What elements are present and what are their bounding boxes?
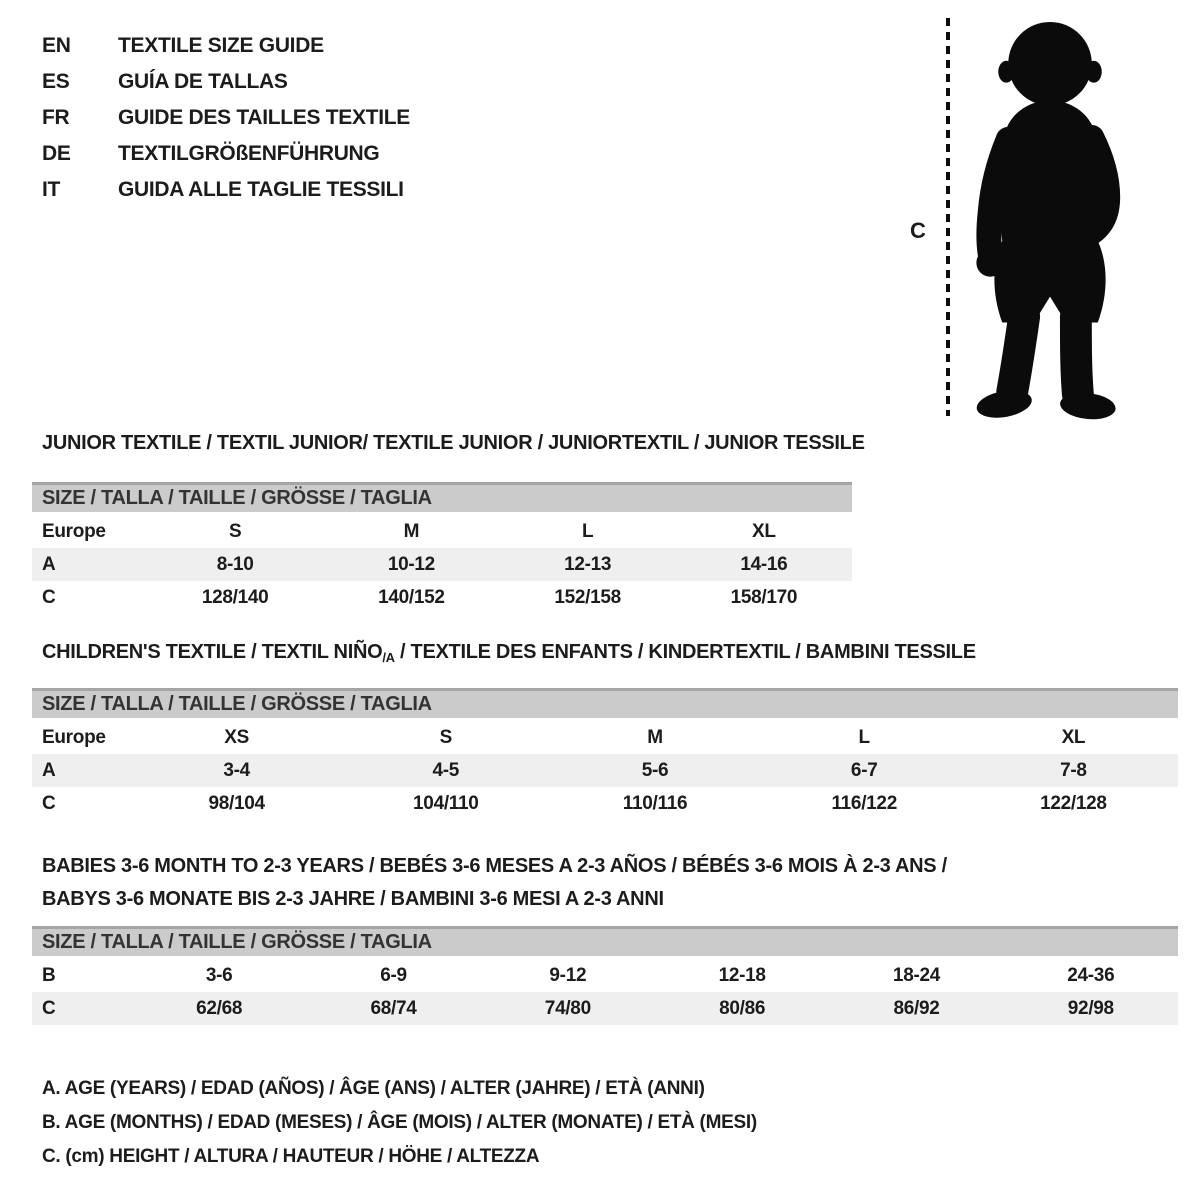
table-cell: L xyxy=(581,520,594,542)
table-row xyxy=(32,548,852,581)
children-heading-suffix: / TEXTILE DES ENFANTS / KINDERTEXTIL / BAMBINI TESSILE xyxy=(394,641,976,663)
babies-section-heading xyxy=(42,850,947,916)
table-row xyxy=(32,992,1178,1025)
table-cell: M xyxy=(647,726,663,748)
language-row xyxy=(42,136,410,172)
children-heading-subscript: /A xyxy=(382,650,395,665)
table-cell: 7-8 xyxy=(1060,759,1087,781)
table-cell: 74/80 xyxy=(544,997,591,1019)
table-cell: XS xyxy=(224,726,249,748)
table-cell: 6-9 xyxy=(380,964,407,986)
babies-size-table xyxy=(32,926,1178,1025)
table-cell: 12-13 xyxy=(564,553,612,575)
children-section-heading xyxy=(42,641,976,665)
table-cell: 116/122 xyxy=(831,792,897,814)
table-cell: XL xyxy=(1061,726,1086,748)
table-cell: 122/128 xyxy=(1040,792,1107,814)
row-label: Europe xyxy=(42,520,106,542)
table-cell: 80/86 xyxy=(719,997,766,1019)
language-row xyxy=(42,64,410,100)
language-code: DE xyxy=(42,142,71,165)
language-row xyxy=(42,28,410,64)
table-cell: M xyxy=(403,520,420,542)
table-cell: 10-12 xyxy=(387,553,435,575)
children-heading-prefix: CHILDREN'S TEXTILE / TEXTIL NIÑO xyxy=(42,641,383,663)
table-cell: 24-36 xyxy=(1067,964,1115,986)
table-cell: 14-16 xyxy=(740,553,788,575)
table-cell: 5-6 xyxy=(641,759,669,781)
row-label: A xyxy=(42,759,56,781)
table-row xyxy=(32,581,852,614)
table-row xyxy=(32,515,852,548)
table-cell: 158/170 xyxy=(730,586,798,608)
row-label: C xyxy=(42,792,56,814)
footnote: B. AGE (MONTHS) / EDAD (MESES) / ÂGE (MOIS) / ALTER (MONATE) / ETÀ (MESI) xyxy=(42,1112,757,1133)
baby-silhouette-icon xyxy=(962,12,1142,420)
children-size-table xyxy=(32,688,1178,820)
language-code: FR xyxy=(42,106,70,129)
table-cell: S xyxy=(439,726,452,748)
table-cell: 62/68 xyxy=(196,997,243,1019)
table-cell: 128/140 xyxy=(201,586,269,608)
language-code: EN xyxy=(42,34,71,57)
babies-heading-line2: BABYS 3-6 MONATE BIS 2-3 JAHRE / BAMBINI 3-6 MESI A 2-3 ANNI xyxy=(42,888,664,910)
size-header-band: SIZE / TALLA / TAILLE / GRÖSSE / TAGLIA xyxy=(32,482,852,512)
table-cell: 12-18 xyxy=(718,964,766,986)
measure-c-label: C xyxy=(910,218,926,243)
table-row xyxy=(32,721,1178,754)
row-label: A xyxy=(42,553,56,575)
footnote: C. (cm) HEIGHT / ALTURA / HAUTEUR / HÖHE / ALTEZZA xyxy=(42,1146,540,1167)
babies-heading-line1: BABIES 3-6 MONTH TO 2-3 YEARS / BEBÉS 3-6 MESES A 2-3 AÑOS / BÉBÉS 3-6 MOIS À 2-3 ANS / xyxy=(42,855,947,877)
table-cell: 3-6 xyxy=(205,964,233,986)
table-row xyxy=(32,754,1178,787)
language-row xyxy=(42,172,410,208)
language-code: IT xyxy=(42,178,61,201)
junior-size-table xyxy=(32,482,852,614)
table-cell: L xyxy=(858,726,870,748)
language-list xyxy=(42,28,410,208)
row-label: B xyxy=(42,964,56,986)
language-row xyxy=(42,100,410,136)
table-cell: 152/158 xyxy=(554,586,621,608)
table-cell: 4-5 xyxy=(432,759,460,781)
table-row xyxy=(32,787,1178,820)
size-header-band: SIZE / TALLA / TAILLE / GRÖSSE / TAGLIA xyxy=(32,926,1178,956)
row-label: C xyxy=(42,586,56,608)
language-title: TEXTILE SIZE GUIDE xyxy=(118,34,324,57)
footnote: A. AGE (YEARS) / EDAD (AÑOS) / ÂGE (ANS) / ALTER (JAHRE) / ETÀ (ANNI) xyxy=(42,1078,705,1099)
table-cell: 6-7 xyxy=(850,759,878,781)
language-title: GUIDE DES TAILLES TEXTILE xyxy=(118,106,410,129)
size-header-band: SIZE / TALLA / TAILLE / GRÖSSE / TAGLIA xyxy=(32,688,1178,718)
table-cell: 68/74 xyxy=(370,997,417,1019)
language-title: GUÍA DE TALLAS xyxy=(118,70,288,93)
language-title: TEXTILGRÖßENFÜHRUNG xyxy=(118,142,380,165)
table-cell: 3-4 xyxy=(223,759,250,781)
table-cell: 110/116 xyxy=(622,792,688,814)
language-title: GUIDA ALLE TAGLIE TESSILI xyxy=(118,178,404,201)
table-cell: 104/110 xyxy=(413,792,479,814)
footnotes xyxy=(42,1072,757,1174)
table-cell: 9-12 xyxy=(549,964,587,986)
table-cell: 18-24 xyxy=(892,964,941,986)
table-cell: XL xyxy=(752,520,776,542)
table-cell: S xyxy=(228,520,242,542)
language-code: ES xyxy=(42,70,70,93)
table-cell: 98/104 xyxy=(208,792,265,814)
junior-section-heading: JUNIOR TEXTILE / TEXTIL JUNIOR/ TEXTILE JUNIOR / JUNIORTEXTIL / JUNIOR TESSILE xyxy=(42,432,865,454)
row-label: C xyxy=(42,997,56,1019)
table-cell: 92/98 xyxy=(1067,997,1114,1019)
height-measure-dashed-line xyxy=(946,18,950,416)
row-label: Europe xyxy=(42,726,106,748)
table-cell: 140/152 xyxy=(378,586,445,608)
table-cell: 86/92 xyxy=(893,997,940,1019)
table-cell: 8-10 xyxy=(216,553,254,575)
table-row xyxy=(32,959,1178,992)
